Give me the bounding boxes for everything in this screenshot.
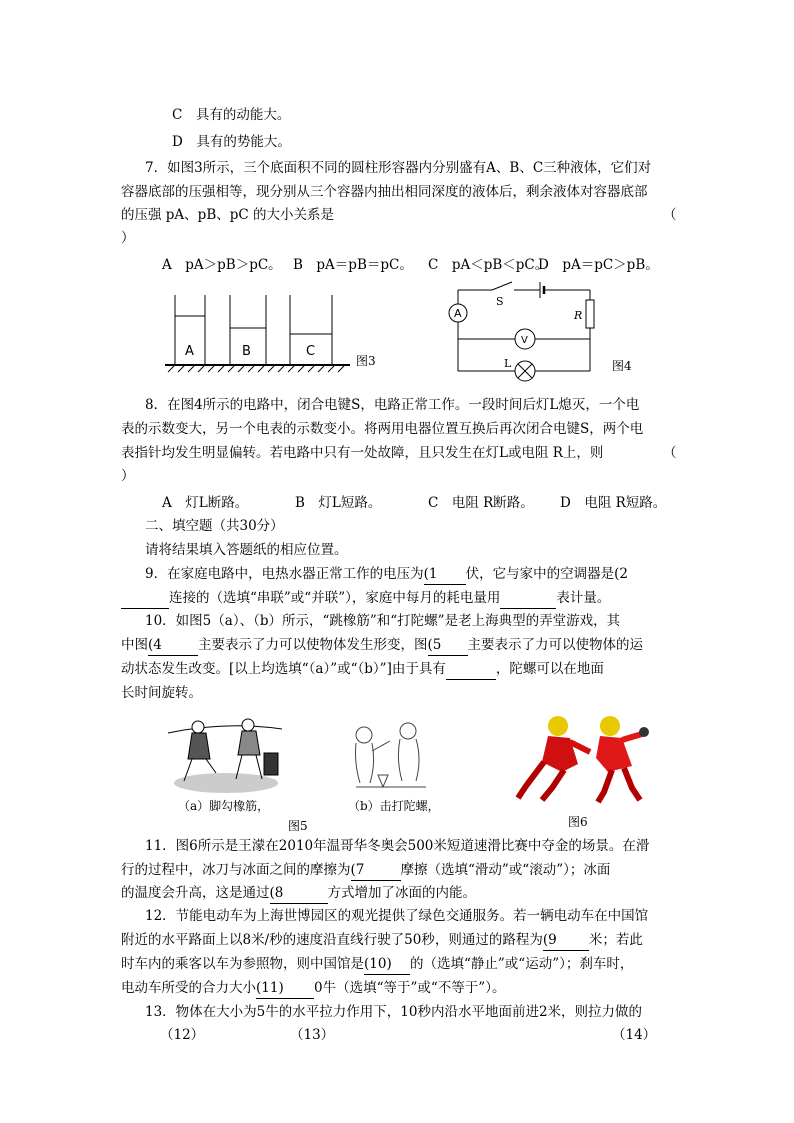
q6-option-d: D 具有的势能大。 [172, 134, 291, 150]
figure-5b-caption: （b）击打陀螺， [348, 799, 440, 813]
q6-option-c: C 具有的动能大。 [172, 107, 291, 123]
q7-option-a: A pA＞pB＞pC。 [162, 257, 282, 273]
q9-line1: 9．在家庭电路中，电热水器正常工作的电压为(1 伏，它与家中的空调器是(2 [145, 564, 628, 585]
figure-5a-illustration [166, 713, 284, 795]
q7-line2: 容器底部的压强相等，现分别从三个容器内抽出相同深度的液体后，剩余液体对容器底部 [121, 184, 648, 200]
q8-option-c: C 电阻 R断路。 [428, 495, 534, 511]
switch-label: S [496, 295, 504, 308]
q13-line1: 13．物体在大小为5牛的水平拉力作用下，10秒内沿水平地面前进2米，则拉力做的 [145, 1004, 643, 1020]
blank-1[interactable]: (1 [424, 564, 466, 585]
ammeter-label: A [454, 307, 462, 320]
figure-5b-illustration [326, 713, 444, 795]
blank-10[interactable]: (10) [364, 954, 410, 975]
container-label-b: B [242, 344, 251, 359]
blank-3[interactable] [500, 588, 556, 609]
figure-6-skaters-photo [512, 712, 658, 804]
container-label-c: C [306, 344, 316, 359]
voltmeter-label: V [521, 335, 528, 346]
q7-line3: 的压强 pA、pB、pC 的大小关系是 [121, 207, 335, 223]
q10-line3: 动状态发生改变。[以上均选填“（a）”或“（b）”]由于具有 ，陀螺可以在地面 [121, 659, 604, 680]
blank-9[interactable]: (9 [543, 930, 589, 951]
blank-5[interactable]: (5 [428, 635, 468, 656]
figure-5a-caption: （a）脚勾橡筋， [178, 799, 270, 813]
figure-4-circuit [440, 278, 640, 386]
q8-paren-open: （ [663, 445, 677, 461]
q7-option-b: B pA＝pB＝pC。 [293, 257, 413, 273]
section-2-instruction: 请将结果填入答题纸的相应位置。 [145, 542, 348, 558]
section-2-title: 二、填空题（共30分） [145, 518, 284, 534]
q8-option-d: D 电阻 R短路。 [560, 495, 667, 511]
container-label-a: A [185, 344, 194, 359]
q9-line2: 连接的（选填“串联”或“并联”），家庭中每月的耗电量用 表计量。 [121, 588, 610, 609]
q7-paren-close: ） [121, 230, 135, 246]
q12-line1: 12．节能电动车为上海世博园区的观光提供了绿色交通服务。若一辆电动车在中国馆 [145, 908, 649, 924]
q11-line3: 的温度会升高，这是通过(8 方式增加了冰面的内能。 [121, 883, 476, 904]
q8-line2: 表的示数变大，另一个电表的示数变小。将两用电器位置互换后再次闭合电键S，两个电 [121, 421, 644, 437]
q8-option-a: A 灯L断路。 [162, 495, 249, 511]
q12-line2: 附近的水平路面上以8米/秒的速度沿直线行驶了50秒，则通过的路程为(9 米；若此 [121, 930, 643, 951]
blank-14[interactable]: （14） [612, 1027, 657, 1043]
blank-2-start[interactable]: (2 [614, 566, 628, 582]
q8-line1: 8．在图4所示的电路中，闭合电键S，电路正常工作。一段时间后灯L熄灭，一个电 [145, 397, 640, 413]
q11-line2: 行的过程中，冰刀与冰面之间的摩擦为(7 摩擦（选填“滑动”或“滚动”）；冰面 [121, 860, 610, 881]
blank-6[interactable] [446, 659, 496, 680]
q12-line4: 电动车所受的合力大小(11) 0牛（选填“等于”或“不等于”）。 [121, 978, 505, 999]
q10-line1: 10．如图5（a）、（b）所示，“跳橡筋”和“打陀螺”是老上海典型的弄堂游戏，其 [145, 613, 621, 629]
q8-line3: 表指针均发生明显偏转。若电路中只有一处故障，且只发生在灯L或电阻 R上，则 [121, 445, 604, 461]
blank-11[interactable]: (11) [256, 978, 314, 999]
blank-2[interactable] [121, 588, 169, 609]
q10-line4: 长时间旋转。 [121, 685, 202, 701]
q11-line1: 11．图6所示是王濛在2010年温哥华冬奥会500米短道速滑比赛中夺金的场景。在滑 [145, 838, 650, 854]
blank-7[interactable]: (7 [351, 860, 401, 881]
blank-4[interactable]: (4 [148, 635, 198, 656]
resistor-label: R [574, 309, 583, 322]
q7-option-c: C pA＜pB＜pC。 [428, 257, 549, 273]
blank-8[interactable]: (8 [270, 883, 328, 904]
lamp-label: L [504, 357, 512, 370]
q10-line2: 中图(4 主要表示了力可以使物体发生形变，图(5 主要表示了力可以使物体的运 [121, 635, 643, 656]
q8-paren-close: ） [121, 468, 135, 484]
figure-3-containers [160, 290, 390, 380]
figure-6-caption: 图6 [568, 815, 588, 829]
blank-12[interactable]: （12） [160, 1027, 205, 1043]
figure-4-caption: 图4 [612, 359, 632, 373]
blank-13[interactable]: （13） [290, 1027, 335, 1043]
q8-option-b: B 灯L短路。 [295, 495, 382, 511]
q12-line3: 时车内的乘客以车为参照物，则中国馆是(10) 的（选填“静止”或“运动”）；刹车时， [121, 954, 633, 975]
q7-option-d: D pA＝pC＞pB。 [538, 257, 659, 273]
q7-line1: 7．如图3所示，三个底面积不同的圆柱形容器内分别盛有A、B、C三种液体，它们对 [145, 160, 652, 176]
q7-paren-open: （ [663, 207, 677, 223]
figure-5-caption: 图5 [288, 819, 308, 833]
figure-3-caption: 图3 [356, 354, 376, 368]
